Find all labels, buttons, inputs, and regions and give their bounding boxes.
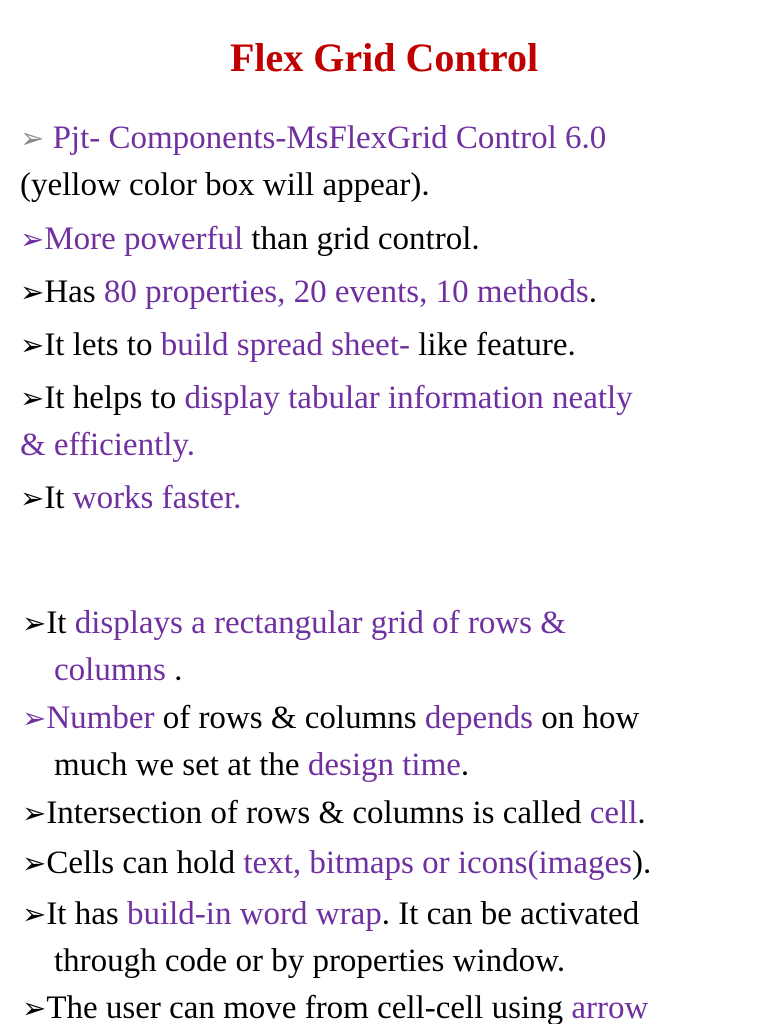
bullet-word-wrap (22, 891, 762, 984)
bullet-text: It lets to (44, 327, 161, 363)
bullet-text: much we set at the (54, 747, 308, 783)
bullet-text: Pjt- Components-MsFlexGrid Control 6.0 (44, 120, 607, 156)
highlight-text: displays a rectangular grid of rows & (74, 605, 566, 641)
bullet-text: through code or by properties window. (54, 943, 566, 979)
highlight-text: display tabular information neatly (184, 380, 633, 416)
bullet-text: Intersection of rows & columns is called (46, 795, 590, 831)
bullet-text: like feature. (409, 327, 576, 363)
highlight-text: text, bitmaps or icons(images (243, 845, 632, 881)
bullet-text: than grid control. (243, 221, 480, 257)
bullet-spread-sheet (20, 322, 760, 369)
highlight-text: & efficiently. (20, 427, 196, 463)
bullet-works-faster (20, 475, 760, 522)
bullet-text: of rows & columns (154, 700, 425, 736)
bullet-text: . (637, 795, 646, 831)
page-title: Flex Grid Control (229, 35, 539, 80)
highlight-text: build-in word wrap (126, 896, 382, 932)
highlight-text: arrow (571, 990, 649, 1024)
bullet-display-tabular (20, 375, 765, 468)
bullet-intersection (22, 790, 762, 837)
highlight-text: build spread sheet- (160, 327, 410, 363)
bullet-arrow-icon: ➢ (22, 798, 47, 830)
bullet-text: Cells can hold (46, 845, 244, 881)
bullet-arrow-icon: ➢ (20, 483, 45, 515)
bullet-arrow-icon: ➢ (20, 224, 45, 256)
bullet-text: It (44, 480, 73, 516)
bullet-arrow-icon: ➢ (20, 123, 45, 155)
bullet-arrow-icon: ➢ (22, 703, 47, 735)
highlight-text: cell (589, 795, 638, 831)
bullet-arrow-icon: ➢ (22, 993, 47, 1024)
bullet-arrow-icon: ➢ (22, 608, 47, 640)
highlight-text: design time (307, 747, 461, 783)
bullet-text: It has (46, 896, 127, 932)
bullet-number-of-rows (22, 695, 762, 788)
bullet-text: It (46, 605, 75, 641)
bullet-text: ). (631, 845, 652, 881)
bullet-arrow-icon: ➢ (20, 330, 45, 362)
bullet-text: . (588, 274, 597, 310)
bullet-text: The user can move from cell-cell using (46, 990, 572, 1024)
highlight-text: columns (54, 652, 166, 688)
bullet-cells-can-hold (22, 840, 762, 887)
highlight-text: works faster. (72, 480, 242, 516)
bullet-text: . It can be activated (381, 896, 640, 932)
bullet-arrow-icon: ➢ (22, 848, 47, 880)
bullet-more-powerful (20, 216, 760, 263)
bullet-text: Has (44, 274, 104, 310)
bullet-text: It helps to (44, 380, 185, 416)
bullet-text: on how (533, 700, 640, 736)
highlight-text: 80 properties, 20 events, 10 methods (103, 274, 589, 310)
bullet-text: . (165, 652, 183, 688)
bullet-text: (yellow color box will appear). (20, 167, 430, 203)
bullet-arrow-icon: ➢ (20, 277, 45, 309)
bullet-arrow-icon: ➢ (22, 899, 47, 931)
bullet-rectangular-grid (22, 600, 762, 693)
bullet-user-can-move (22, 985, 762, 1024)
bullet-text: . (460, 747, 470, 783)
bullet-pjt-components (20, 115, 760, 208)
highlight-text: Number (46, 700, 155, 736)
highlight-text: depends (424, 700, 533, 736)
bullet-has-properties (20, 269, 760, 316)
highlight-text: More powerful (44, 221, 244, 257)
bullet-arrow-icon: ➢ (20, 383, 45, 415)
